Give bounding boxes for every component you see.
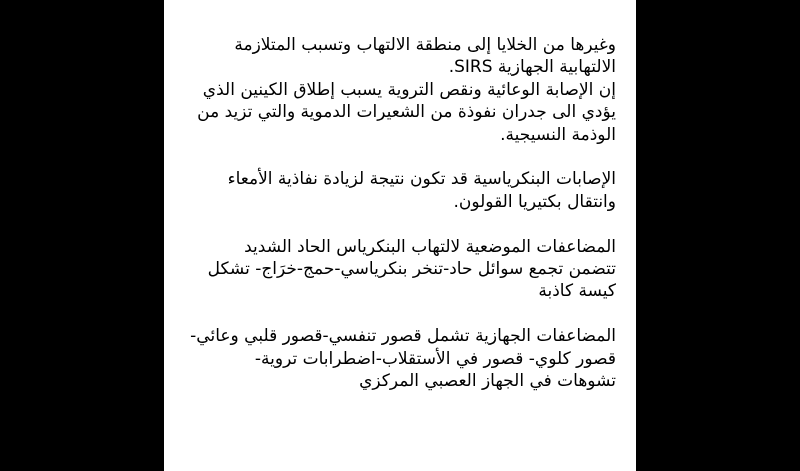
text-line: الوذمة النسيجية. — [500, 124, 616, 145]
paragraph-bacterial-translocation — [172, 168, 616, 213]
text-line: المضاعفات الموضعية لالتهاب البنكرياس الحاد الشديد — [244, 236, 616, 257]
text-line: تشوهات في الجهاز العصبي المركزي — [359, 371, 616, 392]
text-line: الالتهابية الجهازية SIRS. — [448, 57, 616, 78]
text-line: الإصابات البنكرياسية قد تكون نتيجة لزيادة نفاذية الأمعاء — [227, 169, 616, 190]
text-line: وانتقال بكتيريا القولون. — [453, 191, 616, 212]
document-body — [172, 34, 616, 392]
text-line: وغيرها من الخلايا إلى منطقة الالتهاب وتسبب المتلازمة — [234, 35, 616, 55]
text-line: قصور كلوي- قصور في الأستقلاب-اضطرابات تروية- — [254, 348, 616, 369]
text-line: يؤدي الى جدران نفوذة من الشعيرات الدموية والتي تزيد من — [197, 102, 616, 123]
text-line: كيسة كاذبة — [538, 281, 616, 302]
paragraph-systemic-complications — [172, 325, 616, 392]
text-line: إن الإصابة الوعائية ونقص التروية يسبب إطلاق الكينين الذي — [202, 79, 616, 100]
text-line: المضاعفات الجهازية تشمل قصور تنفسي-قصور قلبي وعائي- — [190, 326, 616, 347]
paragraph-local-complications — [172, 236, 616, 303]
document-page — [164, 0, 636, 471]
text-line: تتضمن تجمع سوائل حاد-تنخر بنكرياسي-حمج-خرَاج- تشكل — [207, 259, 616, 280]
paragraph-inflammation-sirs — [172, 34, 616, 146]
